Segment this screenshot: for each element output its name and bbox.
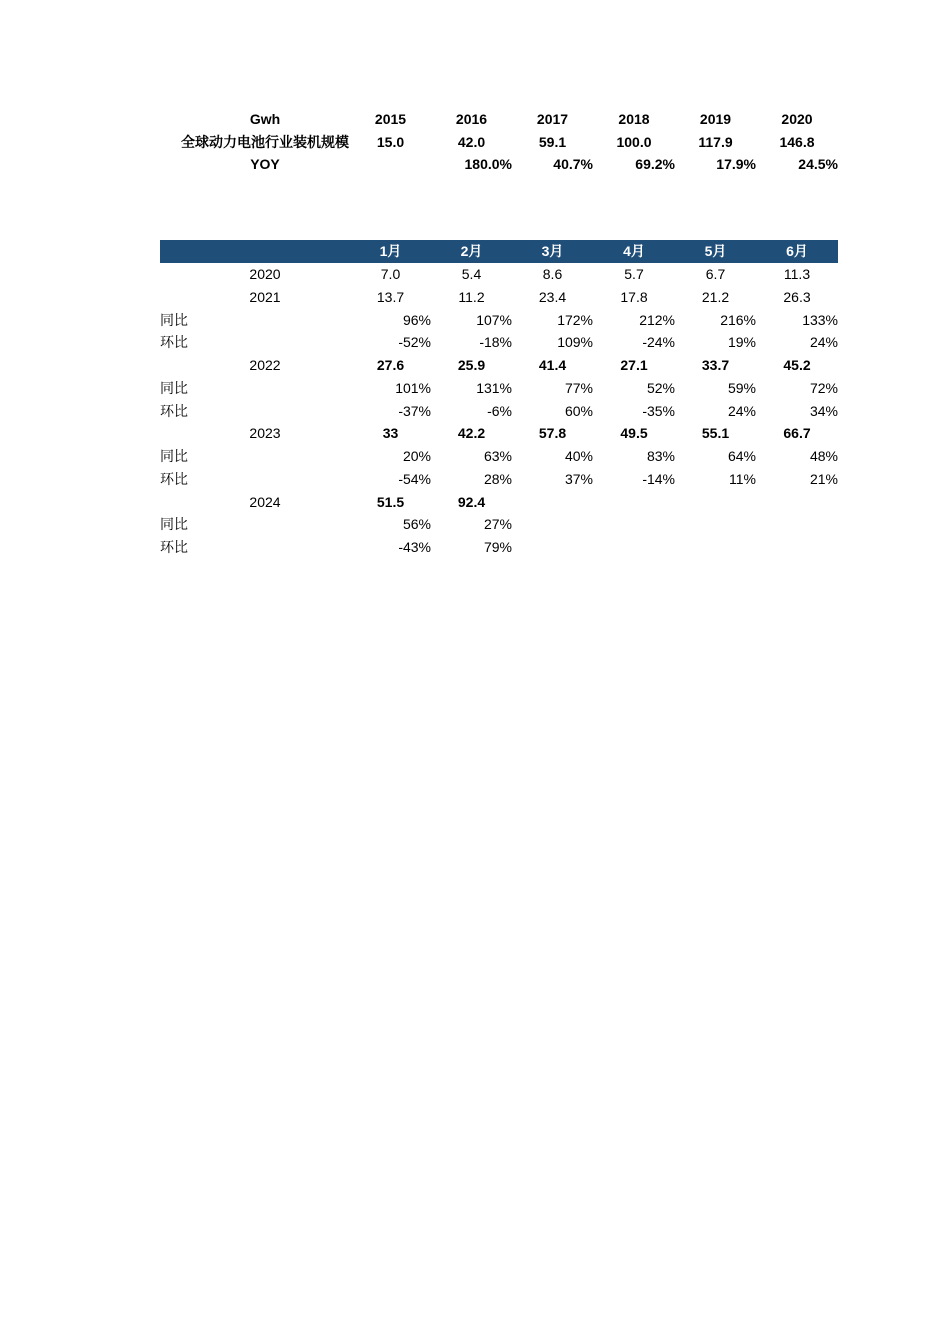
- table-cell: 37%: [564, 470, 593, 487]
- yoy-value: 40.7%: [553, 156, 593, 172]
- table-cell: 28%: [483, 470, 512, 487]
- year-row: [160, 354, 838, 377]
- table-cell: [756, 536, 838, 559]
- month-header-row: [160, 240, 838, 263]
- table-cell: 51.5: [376, 493, 405, 510]
- table-cell: 45.2: [783, 357, 811, 373]
- table-cell: 77%: [564, 379, 593, 396]
- row-label: 同比: [160, 379, 188, 396]
- row-year: [170, 513, 360, 536]
- table-cell: -52%: [398, 334, 431, 351]
- table-cell: [512, 536, 593, 559]
- row-year: 2020: [249, 266, 281, 282]
- month-header: 6月: [786, 243, 808, 259]
- table-cell: 133%: [802, 311, 838, 328]
- unit-label: Gwh: [249, 111, 281, 127]
- table-cell: 33: [382, 425, 399, 442]
- table-cell: -14%: [642, 470, 675, 487]
- table-cell: [675, 513, 756, 536]
- table-cell: 21.2: [701, 288, 730, 305]
- row-label: 同比: [160, 448, 188, 464]
- table-cell: 25.9: [457, 357, 486, 373]
- table-cell: 64%: [727, 448, 756, 464]
- table-cell: [512, 491, 593, 514]
- row-label: 环比: [160, 334, 188, 351]
- table-cell: 33.7: [701, 357, 730, 373]
- table-cell: [756, 513, 838, 536]
- table-cell: 56%: [402, 516, 431, 533]
- row-year: [170, 445, 360, 468]
- table-cell: 40%: [564, 448, 593, 464]
- table-cell: 8.6: [542, 266, 563, 282]
- ratio-row: [160, 445, 838, 468]
- year-row: [160, 286, 838, 309]
- row-year: 2024: [249, 493, 281, 510]
- table-cell: 11%: [729, 470, 756, 487]
- row-label: 同比: [160, 311, 188, 328]
- table-cell: 17.8: [620, 288, 648, 305]
- table-cell: 212%: [639, 311, 675, 328]
- month-header: 3月: [541, 243, 564, 259]
- table-cell: 24%: [809, 334, 838, 351]
- table-cell: 11.2: [458, 288, 485, 305]
- row-label: 环比: [160, 470, 188, 487]
- row-label: 同比: [160, 516, 188, 533]
- yoy-label: YOY: [250, 156, 280, 172]
- table-cell: [675, 536, 756, 559]
- scale-value: 100.0: [616, 134, 652, 150]
- scale-label: 全球动力电池行业装机规模: [181, 134, 349, 150]
- month-header: 2月: [460, 243, 483, 259]
- table-cell: 5.4: [461, 266, 482, 282]
- table-cell: -54%: [398, 470, 431, 487]
- table-cell: -43%: [398, 539, 431, 555]
- table-cell: [756, 491, 838, 514]
- table-cell: 20%: [402, 448, 431, 464]
- table-cell: 26.3: [783, 288, 811, 305]
- row-year: [170, 400, 360, 423]
- table-cell: 13.7: [376, 288, 405, 305]
- row-year: [170, 468, 360, 491]
- row-year: [170, 309, 360, 332]
- scale-value: 146.8: [779, 134, 815, 150]
- table-cell: 59%: [727, 379, 756, 396]
- ratio-row: [160, 400, 838, 423]
- yoy-value: 17.9%: [716, 156, 756, 172]
- table-cell: 7.0: [380, 266, 401, 282]
- row-year: 2023: [249, 425, 281, 442]
- row-year: [170, 377, 360, 400]
- table-cell: 48%: [809, 448, 838, 464]
- table-cell: 6.7: [705, 266, 726, 282]
- table-cell: 101%: [395, 379, 431, 396]
- table-cell: [593, 491, 675, 514]
- row-label: 环比: [160, 539, 188, 555]
- table-cell: 11.3: [783, 266, 811, 282]
- table-cell: 55.1: [701, 425, 730, 442]
- table-cell: 131%: [476, 379, 512, 396]
- table-cell: [512, 513, 593, 536]
- year-header: 2016: [455, 111, 488, 127]
- table-cell: -6%: [487, 402, 512, 419]
- year-header: 2018: [618, 111, 650, 127]
- table-cell: 5.7: [624, 266, 644, 282]
- table-cell: 216%: [720, 311, 756, 328]
- yoy-value: 24.5%: [798, 156, 838, 172]
- table-cell: 24%: [727, 402, 756, 419]
- table-cell: 41.4: [538, 357, 567, 373]
- table-cell: 63%: [483, 448, 512, 464]
- year-header: 2017: [536, 111, 569, 127]
- table-cell: 96%: [402, 311, 431, 328]
- row-year: [170, 331, 360, 354]
- row-year: 2022: [249, 357, 281, 373]
- yoy-row: [160, 153, 838, 176]
- table-cell: 79%: [483, 539, 512, 555]
- table-cell: 19%: [727, 334, 756, 351]
- ratio-row: [160, 309, 838, 332]
- table-cell: -24%: [642, 334, 675, 351]
- scale-value: 15.0: [376, 134, 405, 150]
- table-cell: 57.8: [538, 425, 567, 442]
- table-cell: 92.4: [457, 493, 486, 510]
- table-cell: 23.4: [538, 288, 567, 305]
- table-cell: [593, 513, 675, 536]
- table-cell: 83%: [646, 448, 675, 464]
- year-row: [160, 491, 838, 514]
- table-cell: 107%: [476, 311, 512, 328]
- yoy-value: 69.2%: [635, 156, 675, 172]
- table-cell: 27.6: [376, 357, 405, 373]
- table-cell: [593, 536, 675, 559]
- month-header: 5月: [704, 243, 727, 259]
- table-cell: 66.7: [783, 425, 811, 442]
- table-cell: -18%: [479, 334, 512, 351]
- ratio-row: [160, 468, 838, 491]
- ratio-row: [160, 536, 838, 559]
- table-cell: 172%: [557, 311, 593, 328]
- table-cell: 52%: [646, 379, 675, 396]
- table-cell: 27.1: [620, 357, 648, 373]
- table-cell: 34%: [809, 402, 838, 419]
- row-year: 2021: [249, 288, 281, 305]
- year-row: [160, 263, 838, 286]
- year-header: 2020: [781, 111, 813, 127]
- scale-value: 59.1: [538, 134, 567, 150]
- ratio-row: [160, 377, 838, 400]
- year-header: 2015: [374, 111, 407, 127]
- month-header: 4月: [623, 243, 645, 259]
- table-cell: 109%: [557, 334, 593, 351]
- row-label: 环比: [160, 402, 188, 419]
- row-year: [170, 536, 360, 559]
- table-cell: -37%: [398, 402, 431, 419]
- ratio-row: [160, 331, 838, 354]
- table-cell: [675, 491, 756, 514]
- ratio-row: [160, 513, 838, 536]
- yoy-value: [350, 153, 431, 176]
- year-row: [160, 422, 838, 445]
- scale-value: 42.0: [457, 134, 486, 150]
- year-header: 2019: [699, 111, 732, 127]
- top-header-row: [160, 108, 838, 131]
- table-cell: 21%: [809, 470, 838, 487]
- table-cell: 27%: [483, 516, 512, 533]
- table-cell: 42.2: [457, 425, 486, 442]
- scale-value: 117.9: [698, 134, 733, 150]
- scale-row: [160, 131, 838, 154]
- table-cell: 49.5: [620, 425, 648, 442]
- yoy-value: 180.0%: [464, 156, 512, 172]
- month-header: 1月: [379, 243, 402, 259]
- table-cell: 60%: [564, 402, 593, 419]
- table-cell: -35%: [642, 402, 675, 419]
- table-cell: 72%: [809, 379, 838, 396]
